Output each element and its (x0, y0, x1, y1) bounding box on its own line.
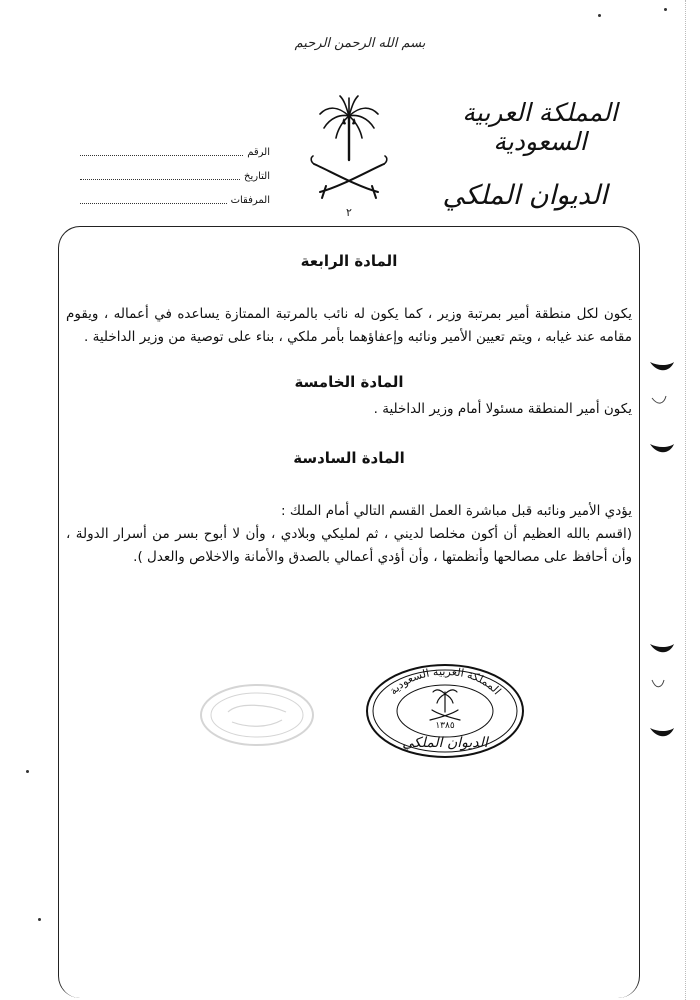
faded-stamp-icon (198, 682, 316, 748)
ink-speck (598, 14, 601, 17)
letterhead-title (440, 98, 640, 211)
royal-court-seal-icon (364, 662, 526, 760)
article-6-paragraph-oath: (اقسم بالله العظيم أن أكون مخلصا لديني ، ثم لمليكي وبلادي ، وأن لا أبوح بسر من أسرار الدولة ، وأن أحافظ على مصالحها وأنظمتها ، وأن أؤدي أعمالي بالصدق والأمانة والاخلاص والعدل ). (66, 526, 632, 565)
ink-speck (664, 8, 667, 11)
seal-bottom-text: الديوان الملكي (402, 735, 488, 751)
ref-attachments-label: المرفقات (230, 194, 270, 206)
page-edge-line (684, 0, 686, 1000)
document-body (66, 250, 632, 569)
article-4-title: المادة الرابعة (300, 252, 398, 270)
seal-year: ١٣٨٥ (435, 721, 455, 731)
ref-number-line (80, 149, 243, 156)
article-5-paragraph: يكون أمير المنطقة مسئولا أمام وزير الداخلية . (373, 401, 632, 417)
article-5-title: المادة الخامسة (294, 373, 404, 391)
margin-bracket-marks (640, 340, 700, 760)
kingdom-name: المملكة العربية السعودية (462, 98, 618, 156)
ref-date-label: التاريخ (244, 170, 270, 182)
ref-number-row (80, 140, 270, 164)
ref-date-line (80, 173, 240, 180)
article-6-paragraph-intro: يؤدي الأمير ونائبه قبل مباشرة العمل القسم التالي أمام الملك : (281, 503, 632, 519)
basmala: بسم الله الرحمن الرحيم (294, 36, 426, 51)
ref-attachments-line (80, 197, 227, 204)
ink-speck (38, 918, 41, 921)
ref-attachments-row (80, 188, 270, 212)
royal-court-name: الديوان الملكي (442, 180, 608, 211)
ink-speck (26, 770, 29, 773)
palm-swords-emblem-icon (308, 92, 390, 222)
ref-date-row (80, 164, 270, 188)
emblem-number: ٢ (346, 206, 352, 219)
reference-fields (80, 140, 270, 212)
ref-number-label: الرقم (247, 146, 270, 158)
article-6-title: المادة السادسة (293, 449, 405, 467)
article-4-paragraph: يكون لكل منطقة أمير بمرتبة وزير ، كما يكون له نائب بالمرتبة الممتازة يساعده في أعماله ، ويقوم مقامه عند غيابه ، ويتم تعيين الأمير ونائبه وإعفاؤهما بأمر ملكي ، بناء على توصية من وزير الداخلية . (66, 306, 632, 345)
seal-top-text: المملكة العربية السعودية (386, 664, 504, 698)
